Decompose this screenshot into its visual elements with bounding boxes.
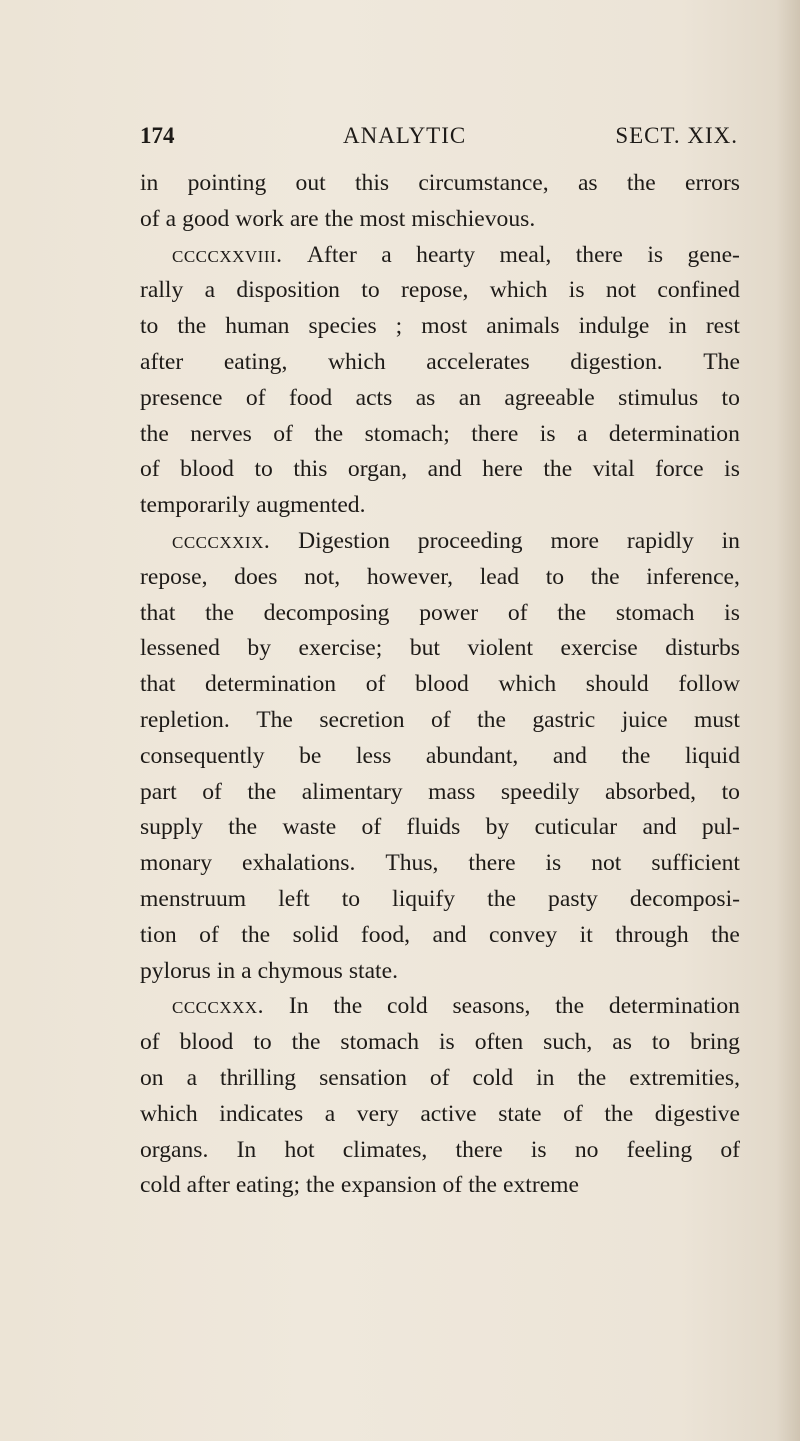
word: eating, [223,348,288,375]
text-line [140,1097,740,1133]
word: determination [608,420,740,447]
word: ccccxxx. [172,993,265,1020]
word: waste [282,814,337,841]
word: part [140,778,177,805]
word: force [655,456,704,483]
word: hot [284,1136,315,1163]
word: pul- [701,814,740,841]
word: feeling [626,1136,693,1163]
word: organs. [140,1136,209,1163]
word: the [604,1100,634,1127]
word: indulge [578,313,650,340]
word: an [458,384,482,411]
word: most [421,313,468,340]
text-line [140,345,740,381]
word: food [288,384,333,411]
word: supply [140,814,203,841]
word: after [186,1172,230,1199]
word: blood [179,1029,234,1056]
word: ccccxxix. [172,527,271,554]
word: temporarily [140,492,251,519]
word: does [234,563,278,590]
word: of [442,1172,463,1199]
word: of [273,420,293,447]
word: the [590,563,620,590]
word: the [205,599,234,626]
word: to [361,277,380,304]
word: agreeable [504,384,595,411]
text-line [140,775,740,811]
running-title: ANALYTIC [343,123,467,148]
word: to [253,1029,272,1056]
word: stomach [340,1029,420,1056]
word: of [429,1064,450,1091]
word: and [427,456,462,483]
word: the [711,921,740,948]
text-line [140,703,740,739]
word: fluids [406,814,461,841]
word: liquid [684,742,740,769]
word: good [182,205,230,232]
word: a [381,241,392,268]
word: out [295,170,326,196]
word: are [289,205,319,232]
word: the [555,993,585,1020]
text-line [140,452,740,488]
word: it [579,921,593,948]
word: in [536,1064,555,1091]
word: exercise [560,635,638,662]
word: The [703,348,740,375]
word: to [341,885,361,912]
word: very [356,1100,399,1127]
word: active [420,1100,477,1127]
word: is [545,850,562,877]
word: but [409,635,440,662]
word: eating; [235,1172,301,1199]
word: cuticular [534,814,618,841]
word: rest [705,313,740,340]
word: of [365,671,386,698]
word: determination [608,993,740,1020]
word: In [288,993,309,1020]
word: augmented. [256,492,366,519]
word: of [430,706,451,733]
word: on [140,1064,164,1091]
word: animals [486,313,560,340]
word: cold [472,1064,514,1091]
word: the [468,1172,498,1199]
text-line [140,918,740,954]
word: by [485,814,510,841]
word: food, [360,921,411,948]
word: is [724,456,740,483]
word: monary [140,850,213,877]
section-reference: SECT. XIX. [615,123,738,148]
word: follow [678,671,740,698]
word: disturbs [665,635,740,662]
word: a [241,957,252,984]
word: sensation [319,1064,407,1091]
word: in [721,527,740,554]
word: to [254,456,273,483]
word: should [585,671,649,698]
word: extreme [503,1172,580,1199]
word: The [256,706,293,733]
word: tion [140,921,177,948]
word: this [354,170,390,196]
word: speedily [500,778,580,805]
word: of [720,1136,740,1163]
word: In [236,1136,257,1163]
word: stomach [615,599,695,626]
text-line [140,560,740,596]
word: seasons, [452,993,531,1020]
word: left [278,885,310,912]
word: pointing [187,170,267,196]
word: organ, [347,456,408,483]
word: pasty [548,885,598,912]
word: as [612,1029,632,1056]
word: determination [205,671,337,698]
text-line [140,1025,740,1061]
word: not [605,277,637,304]
word: menstruum [140,885,247,912]
running-head [140,123,740,157]
word: to [140,313,159,340]
word: juice [621,706,668,733]
word: stimulus [618,384,699,411]
word: exhalations. [242,850,356,877]
word: inference, [646,563,740,590]
word: Digestion [298,527,390,554]
word: accelerates [426,348,530,375]
word: the [314,420,344,447]
word: bring [690,1029,740,1056]
word: circumstance, [418,170,549,196]
word: of [140,1029,160,1056]
word: lessened [140,635,220,662]
word: is [568,277,585,304]
word: state [498,1100,542,1127]
word: the [557,599,587,626]
word: climates, [342,1136,428,1163]
text-line [140,882,740,918]
word: digestion. [570,348,663,375]
text-line [140,202,740,238]
word: a [186,1064,198,1091]
word: of [140,205,160,232]
text-line [140,1061,740,1097]
word: that [140,599,176,626]
word: the [621,742,651,769]
text-line [140,309,740,345]
word: most [359,205,406,232]
word: of [507,599,528,626]
word: liquify [392,885,456,912]
word: alimentary [301,778,403,805]
word: the [626,170,656,196]
word: gene- [687,241,740,268]
text-line [140,381,740,417]
word: to [721,384,740,411]
word: by [247,635,272,662]
word: and [642,814,677,841]
word: which [140,1100,198,1127]
word: cold [387,993,428,1020]
word: consequently [140,742,265,769]
word: digestive [654,1100,740,1127]
word: and [432,921,467,948]
word: to [545,563,565,590]
word: of [199,921,219,948]
text-line [140,238,740,274]
word: blood [415,671,469,698]
word: in [668,313,687,340]
word: abundant, [425,742,519,769]
word: power [419,599,479,626]
word: a [576,420,588,447]
word: less [355,742,392,769]
text-line [140,417,740,453]
word: violent [467,635,533,662]
text-line [140,596,740,632]
word: repose, [400,277,469,304]
word: must [694,706,740,733]
word: the [247,778,277,805]
word: lead [479,563,520,590]
word: expansion [340,1172,437,1199]
word: state. [348,957,398,984]
text-line [140,273,740,309]
word: a [204,277,216,304]
word: in [140,170,159,196]
word: is [539,420,556,447]
word: the [477,706,506,733]
page-number: 174 [140,123,175,148]
word: of [202,778,222,805]
word: extremities, [629,1064,740,1091]
word: the [177,313,207,340]
word: the [487,885,516,912]
text-line [140,524,740,560]
word: in [216,957,236,984]
text-line [140,488,740,524]
word: there [471,420,519,447]
word: decomposi- [629,885,740,912]
word: cold [140,1172,181,1199]
word: sufficient [651,850,740,877]
word: not, [304,563,341,590]
word: which [489,277,548,304]
word: to [721,778,740,805]
word: presence [140,384,223,411]
word: the [241,921,271,948]
word: the [543,456,573,483]
word: no [574,1136,599,1163]
word: Thus, [385,850,439,877]
text-line [140,846,740,882]
word: of [140,456,160,483]
word: a [324,1100,336,1127]
word: the [306,1172,335,1199]
word: which [498,671,557,698]
word: pylorus [140,957,211,984]
word: rapidly [626,527,694,554]
word: hearty [416,241,476,268]
word: blood [180,456,234,483]
word: human [225,313,290,340]
word: a [165,205,177,232]
text-line [140,631,740,667]
word: gastric [532,706,596,733]
word: chymous [257,957,343,984]
word: disposition [236,277,340,304]
word: the [291,1029,321,1056]
word: ccccxxviii. [172,241,283,268]
word: not [591,850,622,877]
word: stomach; [364,420,450,447]
word: solid [292,921,339,948]
word: more [550,527,599,554]
word: thrilling [220,1064,297,1091]
word: is [530,1136,547,1163]
word: as [415,384,436,411]
word: often [474,1029,524,1056]
word: is [724,599,740,626]
text-line [140,1168,740,1204]
word: secretion [319,706,405,733]
word: the [577,1064,607,1091]
word: that [140,671,176,698]
word: there [468,850,516,877]
word: nerves [190,420,252,447]
text-line [140,1133,740,1169]
word: proceeding [417,527,523,554]
word: After [307,241,357,268]
word: the [333,993,363,1020]
word: of [563,1100,583,1127]
word: be [299,742,322,769]
word: repletion. [140,706,230,733]
word: as [577,170,598,196]
text-line [140,810,740,846]
word: vital [592,456,635,483]
word: mischievous. [411,205,536,232]
word: the [140,420,169,447]
word: which [327,348,386,375]
word: work [235,205,284,232]
word: of [245,384,266,411]
text-line [140,166,740,202]
body-text [140,166,740,1204]
word: mass [428,778,476,805]
word: ; [395,313,403,340]
word: acts [355,384,393,411]
word: the [228,814,258,841]
word: indicates [219,1100,304,1127]
word: such, [543,1029,593,1056]
text-line [140,989,740,1025]
word: errors [684,170,740,196]
word: convey [489,921,558,948]
word: species [308,313,377,340]
text-line [140,739,740,775]
word: and [552,742,587,769]
word: repose, [140,563,208,590]
word: through [615,921,689,948]
word: this [293,456,328,483]
text-line [140,667,740,703]
word: to [651,1029,671,1056]
text-line [140,954,740,990]
word: there [575,241,623,268]
word: exercise; [298,635,383,662]
word: meal, [499,241,552,268]
word: confined [657,277,740,304]
word: here [482,456,523,483]
word: the [324,205,354,232]
word: however, [366,563,454,590]
word: decomposing [263,599,390,626]
word: absorbed, [604,778,697,805]
word: is [439,1029,455,1056]
word: there [455,1136,503,1163]
word: rally [140,277,184,304]
word: after [140,348,184,375]
word: is [647,241,664,268]
word: of [361,814,382,841]
